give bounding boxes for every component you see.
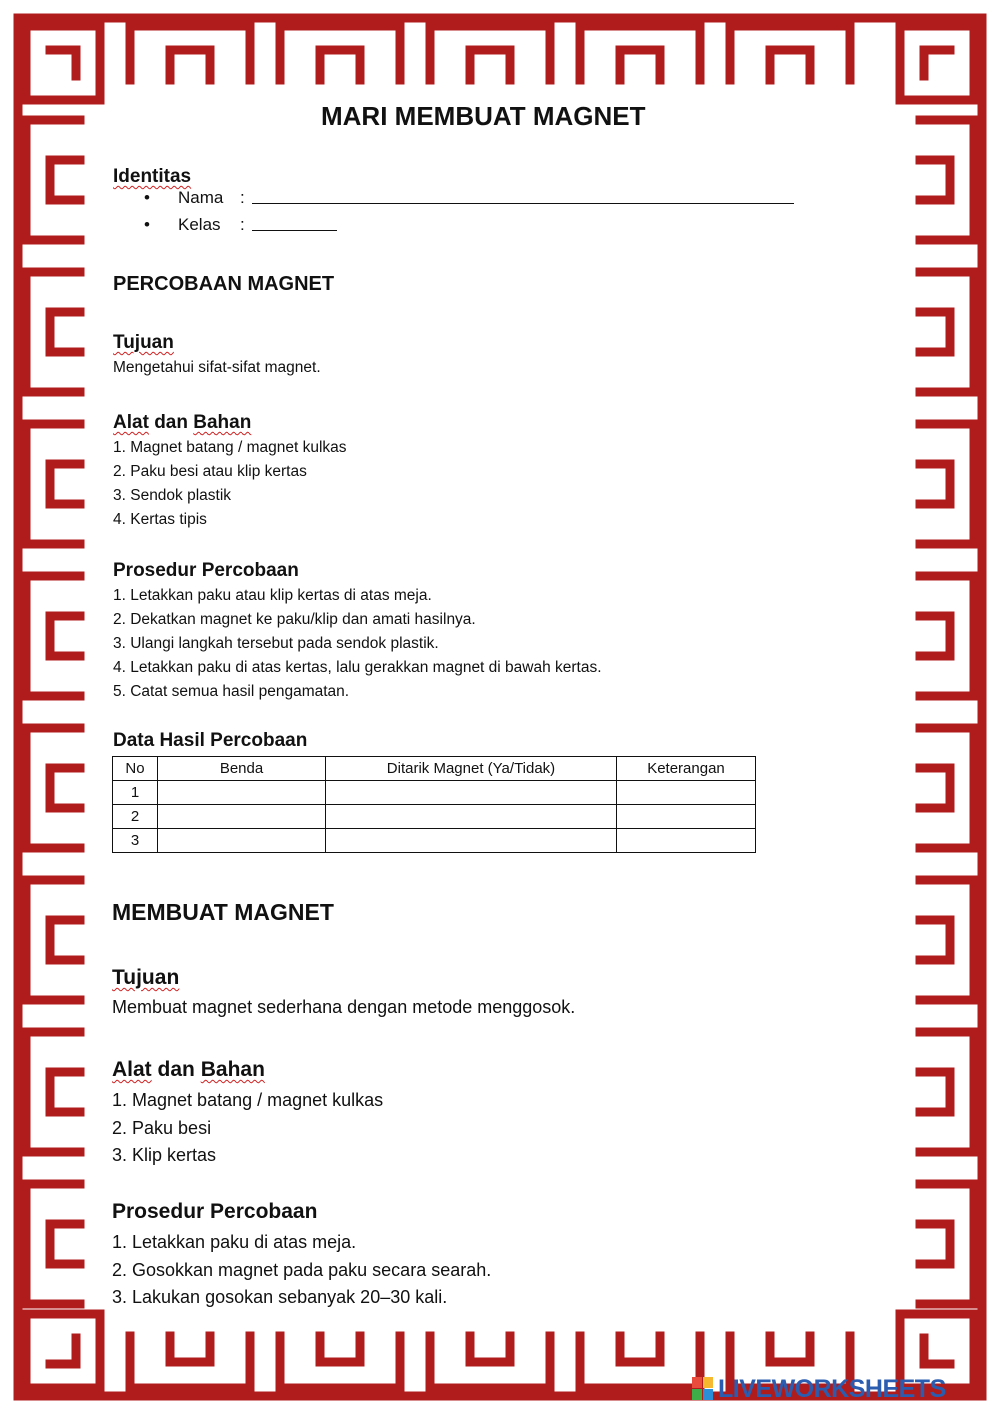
cell-ditarik[interactable] — [326, 829, 617, 853]
bullet-icon: • — [144, 188, 150, 207]
list-item: 2. Dekatkan magnet ke paku/klip dan amati hasilnya. — [113, 611, 476, 628]
col-no: No — [113, 757, 158, 781]
list-item: 1. Magnet batang / magnet kulkas — [113, 439, 347, 456]
list-item: 2. Gosokkan magnet pada paku secara searah. — [112, 1259, 492, 1280]
border-top-motif — [130, 26, 250, 80]
bahan-word: Bahan — [200, 1058, 265, 1081]
border-top-motif — [730, 26, 850, 80]
bullet-icon: • — [144, 215, 150, 234]
alat-list-2 — [112, 1087, 383, 1170]
liveworksheets-watermark[interactable] — [692, 1376, 946, 1402]
alat-word: Alat — [112, 1058, 152, 1081]
border-right-motif — [920, 120, 974, 240]
alat-word: Alat — [113, 412, 149, 433]
list-item: 2. Paku besi — [112, 1117, 212, 1138]
alat-heading-2 — [112, 1058, 265, 1082]
dan-word: dan — [157, 1058, 195, 1081]
border-right-motif — [920, 728, 974, 848]
kelas-label: Kelas — [178, 215, 221, 234]
border-corner-tr — [900, 26, 974, 100]
border-corner-tl — [26, 26, 100, 100]
border-right-motif — [920, 272, 974, 392]
border-top-motif — [280, 26, 400, 80]
table-row — [113, 805, 756, 829]
identitas-heading: Identitas — [113, 166, 192, 187]
col-benda: Benda — [158, 757, 326, 781]
prosedur-list-2 — [112, 1229, 491, 1312]
dan-word: dan — [154, 412, 188, 433]
alat-heading-1 — [113, 412, 251, 434]
kelas-colon: : — [240, 215, 245, 234]
cell-benda[interactable] — [158, 829, 326, 853]
prosedur-heading-2: Prosedur Percobaan — [112, 1200, 318, 1223]
border-right-motif — [920, 424, 974, 544]
prosedur-heading-1: Prosedur Percobaan — [113, 560, 299, 581]
list-item: 4. Letakkan paku di atas kertas, lalu gerakkan magnet di bawah kertas. — [113, 659, 602, 676]
border-frame — [18, 18, 982, 1396]
tujuan-text-2: Membuat magnet sederhana dengan metode menggosok. — [112, 997, 576, 1017]
list-item: 3. Klip kertas — [112, 1145, 217, 1165]
border-left-motif — [26, 1032, 80, 1152]
bahan-word: Bahan — [193, 412, 252, 433]
nama-colon: : — [240, 188, 245, 207]
list-item: 1. Magnet batang / magnet kulkas — [112, 1090, 384, 1110]
tujuan-heading-1: Tujuan — [113, 332, 174, 353]
border-left-motif — [26, 120, 80, 240]
border-corner-bl — [26, 1314, 100, 1388]
border-left-motif — [26, 728, 80, 848]
border-left-motif — [26, 1184, 80, 1304]
list-item: 5. Catat semua hasil pengamatan. — [113, 683, 350, 700]
border-left-motif — [26, 576, 80, 696]
table-header-row — [113, 757, 756, 781]
section-heading-membuat: MEMBUAT MAGNET — [112, 899, 334, 925]
list-item: 2. Paku besi atau klip kertas — [113, 463, 307, 480]
row-number: 1 — [113, 781, 158, 805]
list-item: 1. Letakkan paku atau klip kertas di atas meja. — [113, 587, 432, 604]
border-top-motif — [430, 26, 550, 80]
nama-label: Nama — [178, 188, 224, 207]
border-right-motif — [920, 1184, 974, 1304]
list-item: 3. Lakukan gosokan sebanyak 20–30 kali. — [112, 1287, 448, 1307]
watermark-text: LIVEWORKSHEETS — [718, 1374, 946, 1403]
data-hasil-heading: Data Hasil Percobaan — [113, 730, 308, 751]
border-bottom-motif — [280, 1336, 400, 1388]
border-right-motif — [920, 880, 974, 1000]
border-left-motif — [26, 424, 80, 544]
alat-list-1 — [113, 436, 347, 532]
col-keterangan: Keterangan — [617, 757, 756, 781]
col-ditarik: Ditarik Magnet (Ya/Tidak) — [326, 757, 617, 781]
section-heading-percobaan: PERCOBAAN MAGNET — [113, 273, 335, 295]
border-right-motif — [920, 1032, 974, 1152]
border-left-motif — [26, 880, 80, 1000]
list-item: 3. Ulangi langkah tersebut pada sendok plastik. — [113, 635, 439, 652]
cell-ditarik[interactable] — [326, 781, 617, 805]
row-number: 3 — [113, 829, 158, 853]
cell-ditarik[interactable] — [326, 805, 617, 829]
list-item: 1. Letakkan paku di atas meja. — [112, 1232, 357, 1252]
border-bottom-motif — [430, 1336, 550, 1388]
table-row — [113, 829, 756, 853]
tujuan-heading-2: Tujuan — [112, 966, 180, 989]
table-row — [113, 781, 756, 805]
prosedur-list-1 — [113, 584, 602, 704]
border-right-motif — [920, 576, 974, 696]
border-left-motif — [26, 272, 80, 392]
cell-keterangan[interactable] — [617, 805, 756, 829]
cell-keterangan[interactable] — [617, 781, 756, 805]
kelas-field[interactable] — [252, 230, 337, 231]
list-item: 3. Sendok plastik — [113, 487, 232, 504]
border-top-motif — [580, 26, 700, 80]
liveworksheets-logo-icon — [692, 1377, 714, 1401]
cell-benda[interactable] — [158, 805, 326, 829]
nama-field[interactable] — [252, 203, 794, 204]
data-hasil-table — [112, 756, 756, 853]
cell-keterangan[interactable] — [617, 829, 756, 853]
cell-benda[interactable] — [158, 781, 326, 805]
row-number: 2 — [113, 805, 158, 829]
tujuan-text-1: Mengetahui sifat-sifat magnet. — [113, 359, 321, 376]
border-bottom-motif — [580, 1336, 700, 1388]
border-bottom-motif — [130, 1336, 250, 1388]
list-item: 4. Kertas tipis — [113, 511, 207, 528]
page-title: MARI MEMBUAT MAGNET — [321, 101, 646, 131]
